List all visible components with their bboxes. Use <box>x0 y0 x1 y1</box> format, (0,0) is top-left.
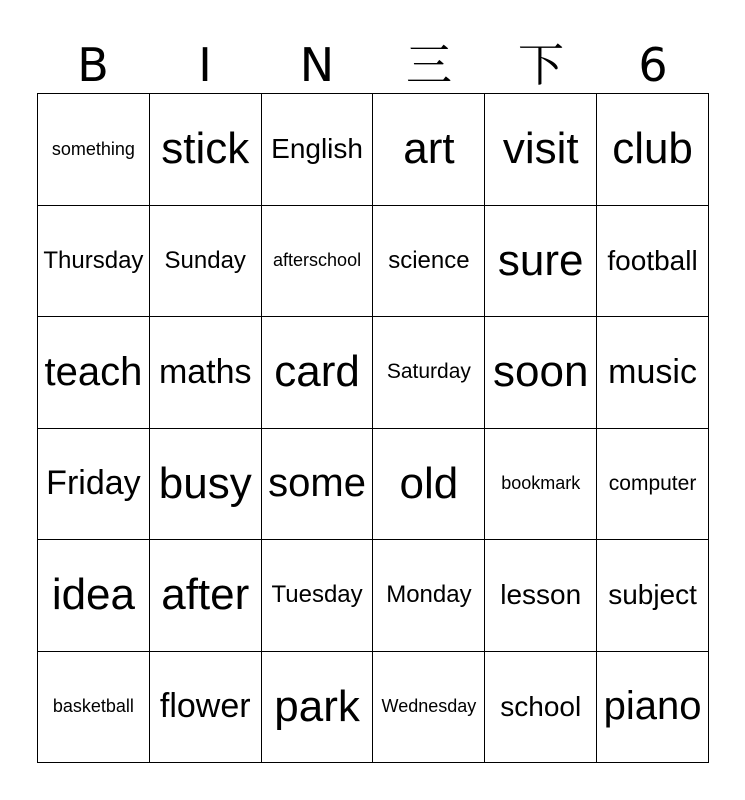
bingo-cell[interactable]: Friday <box>38 429 150 541</box>
board-row-5 <box>38 540 709 652</box>
bingo-cell[interactable]: Sunday <box>150 206 262 318</box>
bingo-cell[interactable]: English <box>262 94 374 206</box>
bingo-cell[interactable]: club <box>597 94 709 206</box>
bingo-cell[interactable]: something <box>38 94 150 206</box>
board-row-6 <box>38 652 709 764</box>
bingo-cell[interactable]: piano <box>597 652 709 764</box>
bingo-cell[interactable]: afterschool <box>262 206 374 318</box>
bingo-cell[interactable]: science <box>373 206 485 318</box>
bingo-cell[interactable]: sure <box>485 206 597 318</box>
bingo-cell[interactable]: bookmark <box>485 429 597 541</box>
header-letter-2: I <box>198 38 212 92</box>
board-row-1 <box>38 94 709 206</box>
bingo-cell[interactable]: idea <box>38 540 150 652</box>
board-row-3 <box>38 317 709 429</box>
header-letter-3: N <box>299 38 335 92</box>
bingo-cell[interactable]: stick <box>150 94 262 206</box>
header-letter-5: 下 <box>518 38 564 92</box>
bingo-cell[interactable]: teach <box>38 317 150 429</box>
bingo-cell[interactable]: soon <box>485 317 597 429</box>
bingo-header <box>37 36 709 94</box>
bingo-cell[interactable]: art <box>373 94 485 206</box>
bingo-cell[interactable]: visit <box>485 94 597 206</box>
bingo-cell[interactable]: old <box>373 429 485 541</box>
bingo-cell[interactable]: Wednesday <box>373 652 485 764</box>
bingo-cell[interactable]: computer <box>597 429 709 541</box>
bingo-cell[interactable]: lesson <box>485 540 597 652</box>
bingo-cell[interactable]: flower <box>150 652 262 764</box>
bingo-cell[interactable]: Thursday <box>38 206 150 318</box>
bingo-cell[interactable]: some <box>262 429 374 541</box>
bingo-cell[interactable]: Monday <box>373 540 485 652</box>
bingo-board <box>37 93 709 763</box>
bingo-cell[interactable]: Saturday <box>373 317 485 429</box>
bingo-cell[interactable]: maths <box>150 317 262 429</box>
bingo-cell[interactable]: Tuesday <box>262 540 374 652</box>
header-letter-1: B <box>77 38 109 92</box>
bingo-cell[interactable]: card <box>262 317 374 429</box>
bingo-cell[interactable]: subject <box>597 540 709 652</box>
bingo-cell[interactable]: after <box>150 540 262 652</box>
bingo-cell[interactable]: school <box>485 652 597 764</box>
board-row-2 <box>38 206 709 318</box>
bingo-cell[interactable]: busy <box>150 429 262 541</box>
bingo-cell[interactable]: basketball <box>38 652 150 764</box>
bingo-cell[interactable]: music <box>597 317 709 429</box>
header-letter-4: 三 <box>406 38 452 92</box>
bingo-cell[interactable]: football <box>597 206 709 318</box>
bingo-cell[interactable]: park <box>262 652 374 764</box>
header-letter-6: 6 <box>638 38 668 92</box>
board-row-4 <box>38 429 709 541</box>
